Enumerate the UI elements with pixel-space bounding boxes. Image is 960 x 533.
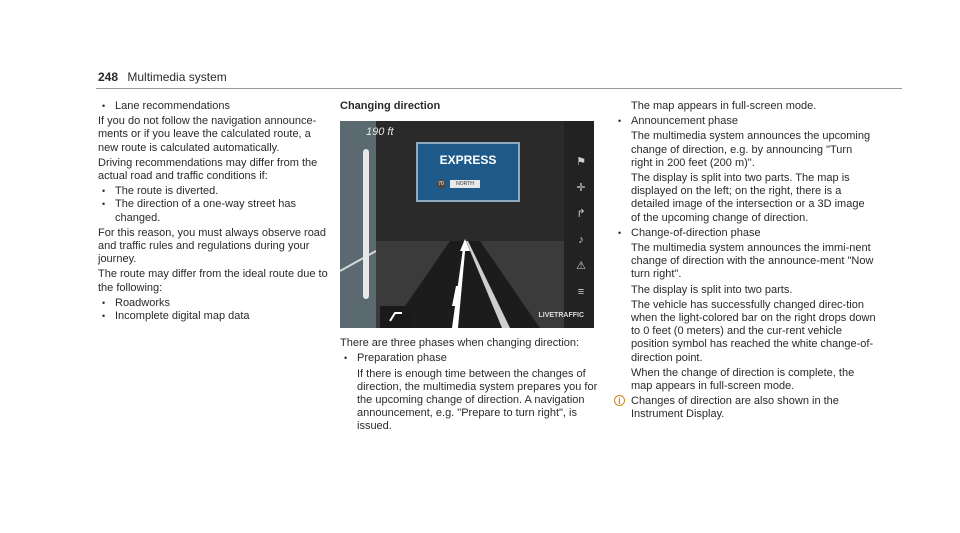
page-header [98,70,227,84]
info-note-text: Changes of direction are also shown in the Instrument Display. [631,395,839,421]
crosshair-icon: ✛ [576,182,586,195]
paragraph-driving-recommendations: Driving recommendations may differ from the actual road and traffic conditions if: [98,156,318,183]
phase-list-announcement [614,115,876,128]
menu-icon: ≡ [577,286,585,299]
navigation-screen-image [340,121,594,328]
phase-list-change [614,227,876,240]
express-sign-text: EXPRESS [439,153,497,168]
livetraffic-label: LIVETRAFFIC [538,312,584,319]
phase-change-title: • Change-of-direction phase [614,227,876,240]
list-item: • The route is diverted. [98,185,328,198]
page-number: 248 [98,70,119,84]
warning-icon: ⚠ [576,260,586,273]
route-number-badge: 70 [436,179,446,189]
paragraph-reroute: If you do not follow the navigation announce-ments or if you leave the calculated route, a new route is calculated automatically. [98,115,317,154]
phase-list-start [340,352,598,365]
flag-icon: ⚑ [576,156,586,169]
phase-change-text-1: The multimedia system announces the immi-nent change of direction with the announce-ment "Now turn right". [631,242,874,281]
section-title: Multimedia system [127,70,227,84]
reasons-list [98,297,328,323]
heading-changing-direction: Changing direction [340,100,441,112]
turn-icon: ↱ [576,208,586,221]
distance-readout: 190 ft [366,126,394,139]
bullet-lane-recommendations: • Lane recommendations [98,100,328,113]
info-note [614,395,876,421]
column-3 [614,100,876,422]
phase-announcement-text-2: The display is split into two parts. The map is displayed on the left; on the right, there is a detailed image of the intersection or a 3D image of the upcoming change of direction. [631,172,865,224]
paragraph-route-differ: The route may differ from the ideal route due to the following: [98,268,328,294]
phase-preparation-text: If there is enough time between the changes of direction, the multimedia system prepares you for the upcoming change of direction. A navigation announcement, e.g. "Prepare to turn right", is issued. [357,367,598,433]
column-2 [340,100,598,436]
phase-announcement-title: • Announcement phase [614,115,876,128]
paragraph-observe-rules: For this reason, you must always observe road and traffic rules and regulations during your journey. [98,226,327,266]
top-bullet-list [98,100,328,113]
header-rule [96,88,902,89]
conditions-list [98,185,328,225]
list-item: • The direction of a one-way street has changed. [98,198,328,224]
preparation-continued-text: The map appears in full-screen mode. [631,100,817,112]
phase-change-text-2: The display is split into two parts. [631,283,793,296]
paragraph-three-phases: There are three phases when changing direction: [340,337,580,350]
route-direction-badge: NORTH [450,180,480,188]
list-item: • Incomplete digital map data [98,310,328,323]
speaker-icon: ♪ [578,234,584,247]
phase-announcement-text-1: The multimedia system announces the upcoming change of direction, e.g. by announcing "Turn right in 200 feet (200 m)". [631,130,871,169]
column-1 [98,100,328,325]
express-sign [416,142,520,202]
info-icon: i [614,395,625,406]
list-item: • Roadworks [98,297,328,310]
phase-preparation-title: • Preparation phase [340,352,598,365]
phase-change-text-3: The vehicle has successfully changed direc-tion when the light-colored bar on the right drops down to 0 feet (0 meters) and the cur-rent vehicle position symbol has reached the white change-of-direction point. [631,298,876,364]
phase-change-text-4: When the change of direction is complete, the map appears in full-screen mode. [631,366,855,393]
